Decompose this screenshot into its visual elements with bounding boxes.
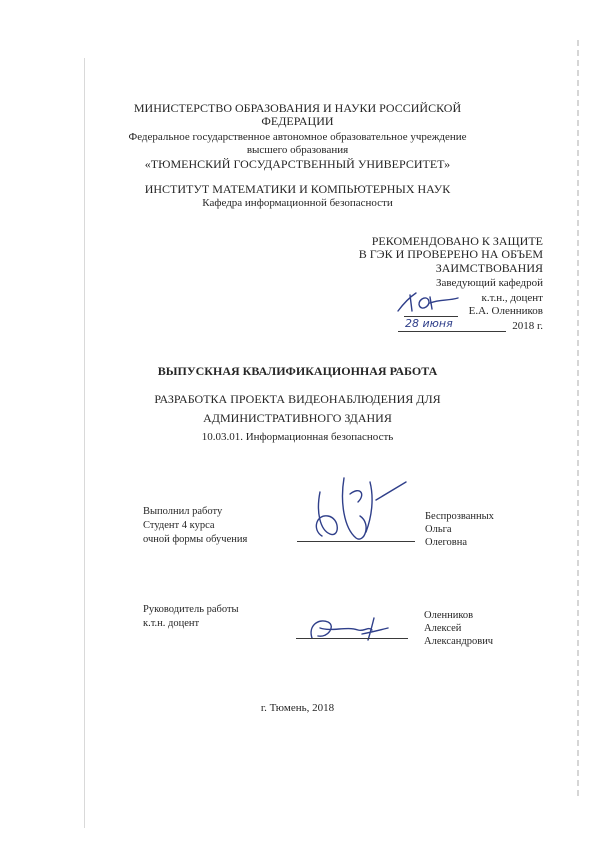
supervisor-patronymic: Александрович <box>424 636 494 647</box>
student-surname: Беспрозванных <box>425 511 494 522</box>
supervisor-surname: Оленников <box>424 610 474 621</box>
student-signature-icon <box>300 472 410 547</box>
ministry-line-1: МИНИСТЕРСТВО ОБРАЗОВАНИЯ И НАУКИ РОССИЙСКОЙ <box>133 101 462 115</box>
approval-head-title: Заведующий кафедрой <box>436 277 543 289</box>
supervisor-signature-line <box>296 638 408 639</box>
approval-date-handwritten: 28 июня <box>405 317 453 330</box>
thesis-specialty: 10.03.01. Информационная безопасность <box>201 431 394 443</box>
thesis-title-line-1: РАЗРАБОТКА ПРОЕКТА ВИДЕОНАБЛЮДЕНИЯ ДЛЯ <box>154 392 441 406</box>
approval-year: 2018 г. <box>512 320 543 332</box>
student-label-line-1: Выполнил работу <box>143 506 223 517</box>
thesis-type: ВЫПУСКНАЯ КВАЛИФИКАЦИОННАЯ РАБОТА <box>157 364 438 378</box>
supervisor-signature-icon <box>302 612 392 646</box>
student-first-name: Ольга <box>425 524 452 535</box>
student-label-line-2: Студент 4 курса <box>143 520 215 531</box>
place-year: г. Тюмень, 2018 <box>260 702 335 714</box>
institution-line-1: Федеральное государственное автономное образовательное учреждение <box>128 131 467 143</box>
approval-head-degree: к.т.н., доцент <box>481 292 543 304</box>
institute-name: ИНСТИТУТ МАТЕМАТИКИ И КОМПЬЮТЕРНЫХ НАУК <box>144 182 451 196</box>
thesis-title-line-2: АДМИНИСТРАТИВНОГО ЗДАНИЯ <box>203 411 392 425</box>
supervisor-first-name: Алексей <box>424 623 462 634</box>
ministry-line-2: ФЕДЕРАЦИИ <box>261 114 334 128</box>
approval-line-2: В ГЭК И ПРОВЕРЕНО НА ОБЪЕМ <box>358 247 543 261</box>
student-label-line-3: очной формы обучения <box>143 534 248 545</box>
supervisor-label-line-2: к.т.н. доцент <box>143 618 200 629</box>
approval-line-3: ЗАИМСТВОВАНИЯ <box>435 261 543 275</box>
approval-date-line <box>398 331 506 332</box>
head-signature-icon <box>394 289 464 317</box>
supervisor-label-line-1: Руководитель работы <box>143 604 239 615</box>
university-name: «ТЮМЕНСКИЙ ГОСУДАРСТВЕННЫЙ УНИВЕРСИТЕТ» <box>144 157 451 171</box>
student-signature-line <box>297 541 415 542</box>
approval-head-name: Е.А. Оленников <box>468 305 543 317</box>
approval-line-1: РЕКОМЕНДОВАНО К ЗАЩИТЕ <box>371 234 543 248</box>
student-patronymic: Олеговна <box>425 537 468 548</box>
department-name: Кафедра информационной безопасности <box>202 197 393 209</box>
institution-line-2: высшего образования <box>246 144 349 156</box>
